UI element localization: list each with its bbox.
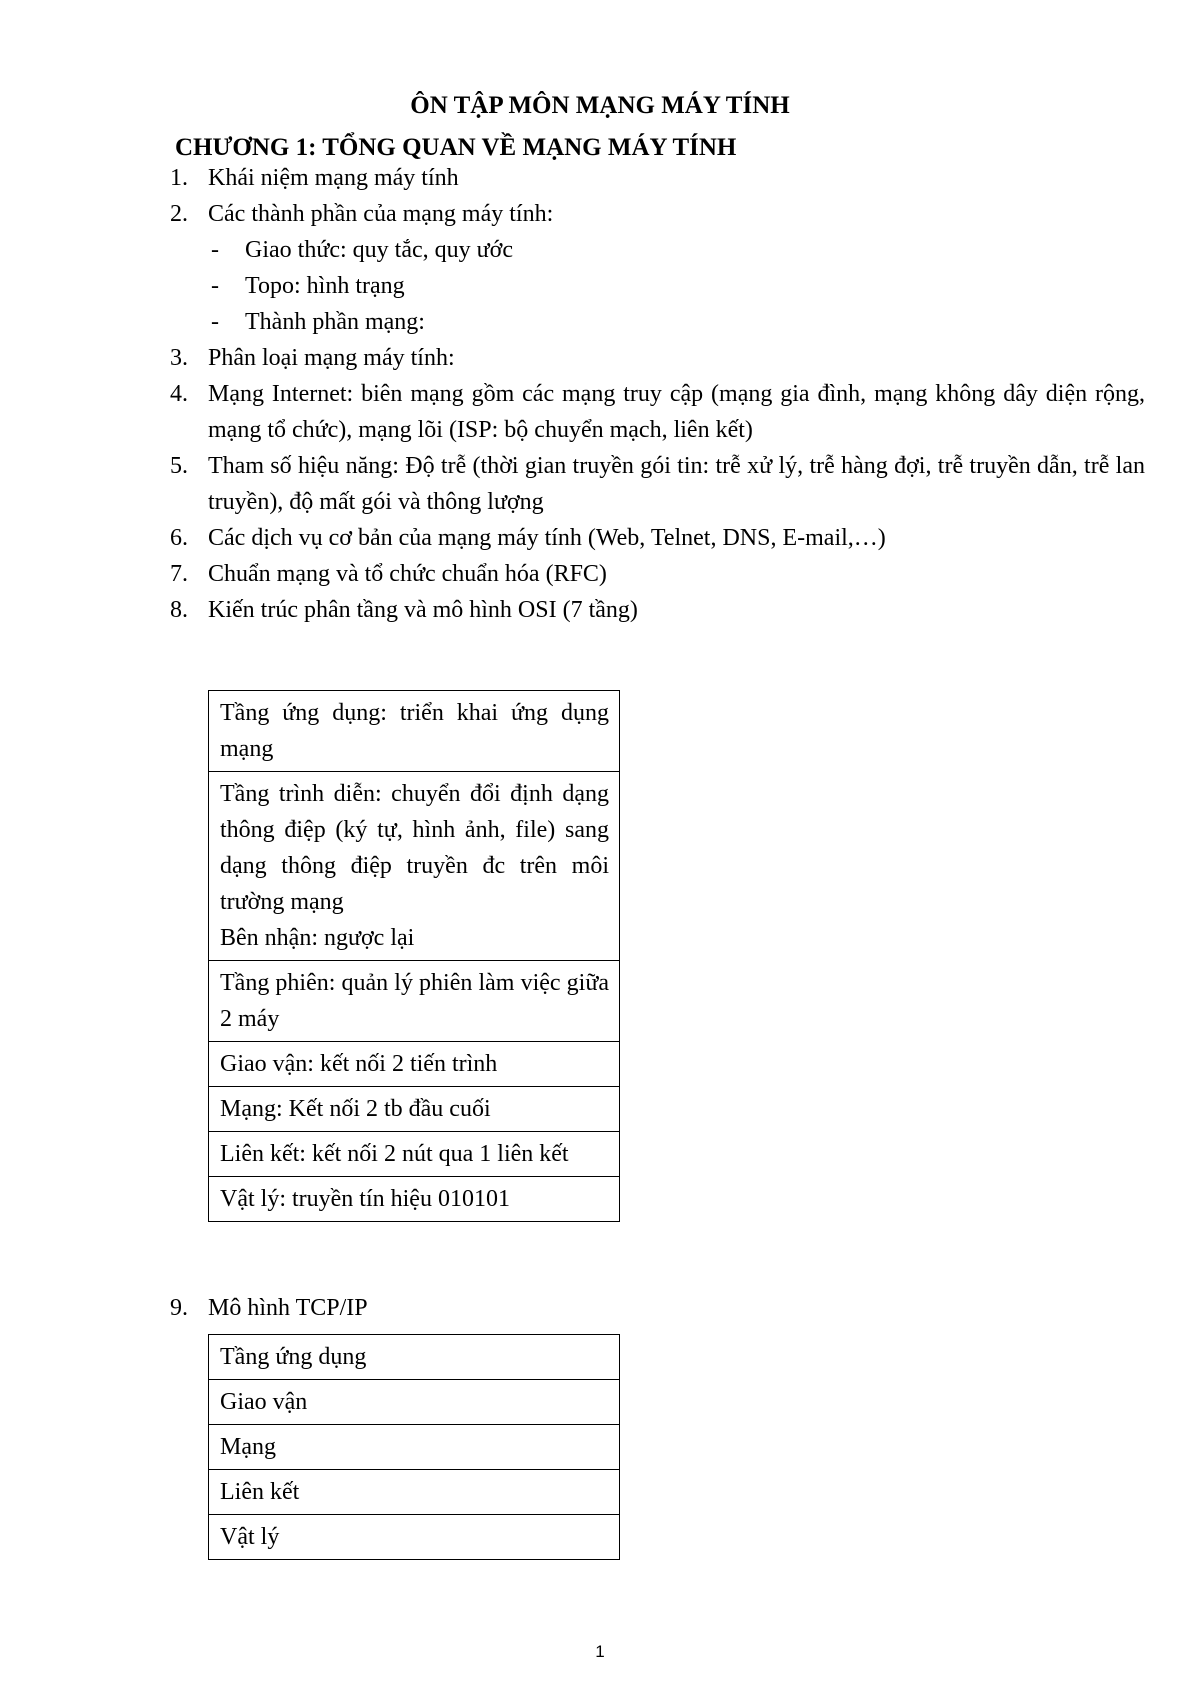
list-item-text: Khái niệm mạng máy tính [208,165,459,191]
table-row [209,1087,620,1132]
sub-item-text: Topo: hình trạng [245,273,405,299]
tcpip-layer-physical: Vật lý [209,1515,620,1560]
sub-item-dash: - [211,309,219,335]
sub-item-text: Giao thức: quy tắc, quy ước [245,237,513,263]
list-item-number: 3. [170,345,188,371]
osi-layer-transport: Giao vận: kết nối 2 tiến trình [209,1042,620,1087]
tcpip-layer-network: Mạng [209,1425,620,1470]
sub-item-topology [170,268,1145,304]
list-block-top [170,160,1145,628]
list-item-text: Mô hình TCP/IP [208,1295,368,1321]
list-item-text: Kiến trúc phân tầng và mô hình OSI (7 tầng) [208,597,638,623]
list-item-number: 7. [170,561,188,587]
list-item-number: 1. [170,165,188,191]
list-item-number: 6. [170,525,188,551]
osi-layer-datalink: Liên kết: kết nối 2 nút qua 1 liên kết [209,1132,620,1177]
document-title: ÔN TẬP MÔN MẠNG MÁY TÍNH [410,92,790,119]
list-item-4 [170,376,1145,448]
sub-item-text: Thành phần mạng: [245,309,425,335]
osi-model-table [208,690,620,1222]
list-item-text: Chuẩn mạng và tổ chức chuẩn hóa (RFC) [208,561,607,587]
chapter-title: CHƯƠNG 1: TỔNG QUAN VỀ MẠNG MÁY TÍNH [175,134,737,161]
list-item-text: Tham số hiệu năng: Độ trễ (thời gian truyền gói tin: trễ xử lý, trễ hàng đợi, trễ truyền dẫn, trễ lan truyền), độ mất gói và thông lượng [208,453,1145,515]
page-number: 1 [595,1642,605,1661]
sub-item-components [170,304,1145,340]
sub-item-dash: - [211,273,219,299]
osi-layer-network: Mạng: Kết nối 2 tb đầu cuối [209,1087,620,1132]
table-row [209,1042,620,1087]
table-row [209,1425,620,1470]
list-item-number: 8. [170,597,188,623]
list-item-text: Các dịch vụ cơ bản của mạng máy tính (Web, Telnet, DNS, E-mail,…) [208,525,886,551]
list-item-number: 2. [170,201,188,227]
list-item-number: 4. [170,381,188,407]
list-item-number: 9. [170,1295,188,1321]
list-item-text: Mạng Internet: biên mạng gồm các mạng truy cập (mạng gia đình, mạng không dây diện rộng, mạng tổ chức), mạng lõi (ISP: bộ chuyển mạch, liên kết) [208,381,1145,443]
tcpip-model-table [208,1334,620,1560]
table-row [209,772,620,961]
table-row [209,961,620,1042]
list-item-6 [170,520,1145,556]
list-item-3 [170,340,1145,376]
table-row [209,1132,620,1177]
osi-layer-presentation: Tầng trình diễn: chuyển đổi định dạng thông điệp (ký tự, hình ảnh, file) sang dạng thông điệp truyền đc trên môi trường mạng Bên nhận: ngược lại [209,772,620,961]
table-row [209,1177,620,1222]
list-item-7 [170,556,1145,592]
osi-layer-physical: Vật lý: truyền tín hiệu 010101 [209,1177,620,1222]
tcpip-layer-transport: Giao vận [209,1380,620,1425]
osi-layer-session: Tầng phiên: quản lý phiên làm việc giữa 2 máy [209,961,620,1042]
table-row [209,1515,620,1560]
list-item-5 [170,448,1145,520]
list-item-8 [170,592,1145,628]
list-item-9 [170,1290,1145,1326]
table-row [209,1380,620,1425]
sub-item-dash: - [211,237,219,263]
list-block-bottom [170,1290,1145,1326]
tcpip-layer-link: Liên kết [209,1470,620,1515]
table-row [209,1335,620,1380]
sub-item-protocol [170,232,1145,268]
list-item-text: Các thành phần của mạng máy tính: [208,201,554,227]
list-item-1 [170,160,1145,196]
tcpip-layer-application: Tầng ứng dụng [209,1335,620,1380]
list-item-2 [170,196,1145,232]
list-item-number: 5. [170,453,188,479]
list-item-text: Phân loại mạng máy tính: [208,345,455,371]
table-row [209,691,620,772]
osi-layer-application: Tầng ứng dụng: triển khai ứng dụng mạng [209,691,620,772]
table-row [209,1470,620,1515]
